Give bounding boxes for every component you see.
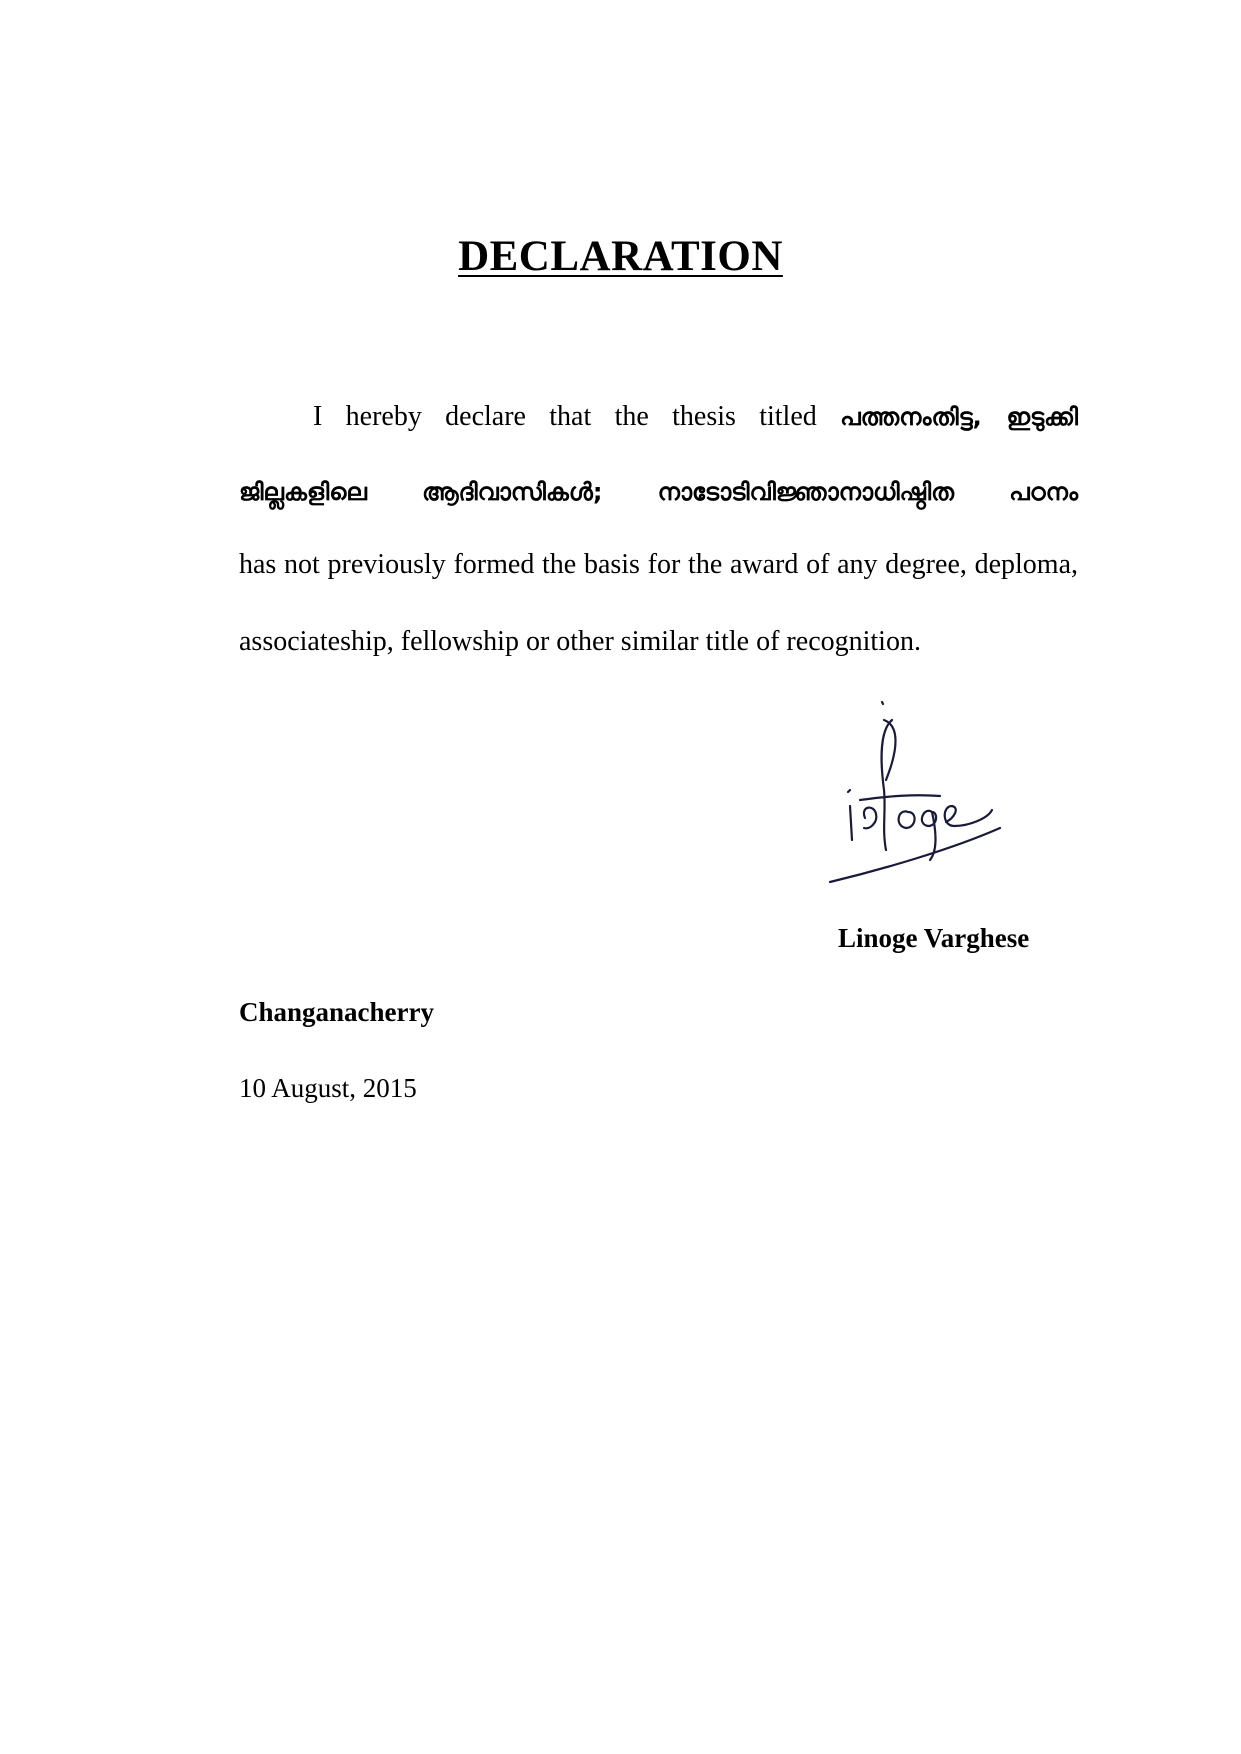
declaration-line-4: associateship, fellowship or other similar title of recognition. bbox=[239, 626, 921, 657]
signer-name: Linoge Varghese bbox=[838, 923, 1030, 953]
place-label: Changanacherry bbox=[239, 997, 434, 1027]
declaration-intro-text: I hereby declare that the thesis titled bbox=[313, 401, 817, 432]
declaration-line-3: has not previously formed the basis for the award of any degree, deploma, bbox=[239, 549, 1078, 580]
thesis-title-part-1: പത്തനംതിട്ട, ഇടുക്കി bbox=[840, 403, 1079, 431]
declaration-line-1 bbox=[239, 400, 1078, 434]
page-title: DECLARATION bbox=[458, 233, 783, 280]
declaration-line-2 bbox=[239, 475, 1078, 509]
date-label: 10 August, 2015 bbox=[239, 1073, 417, 1103]
signature-image bbox=[820, 700, 1040, 900]
thesis-title-part-2: ജില്ലകളിലെ ആദിവാസികൾ; നാടോടിവിജ്ഞാനാധിഷ്ഠിത പഠനം bbox=[239, 478, 1078, 506]
